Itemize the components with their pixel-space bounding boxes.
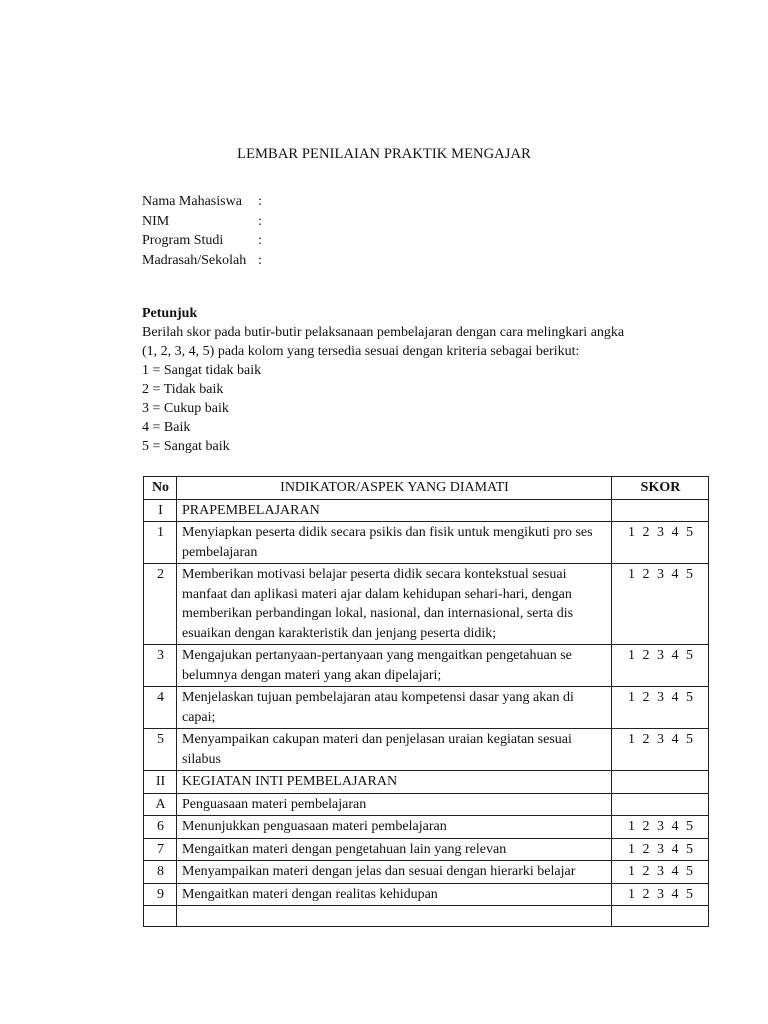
score-options[interactable]: 1 2 3 4 5 bbox=[612, 816, 709, 839]
row-indicator: Mengaitkan materi dengan realitas kehidupan bbox=[177, 883, 612, 906]
instructions-block bbox=[142, 304, 722, 456]
row-indicator: Mengaitkan materi dengan pengetahuan lain yang relevan bbox=[177, 838, 612, 861]
identity-label: NIM bbox=[142, 213, 170, 229]
table-row bbox=[144, 645, 709, 687]
table-row bbox=[144, 816, 709, 839]
table-row bbox=[144, 861, 709, 884]
identity-row-program bbox=[142, 231, 262, 251]
subsection-letter: A bbox=[144, 793, 177, 816]
subsection-title: Penguasaan materi pembelajaran bbox=[177, 793, 612, 816]
score-options[interactable]: 1 2 3 4 5 bbox=[612, 838, 709, 861]
criteria-item: 5 = Sangat baik bbox=[142, 439, 230, 454]
score-cell-empty bbox=[612, 771, 709, 794]
section-number: II bbox=[144, 771, 177, 794]
identity-row-nim bbox=[142, 212, 262, 232]
score-options[interactable]: 1 2 3 4 5 bbox=[612, 861, 709, 884]
row-number: 5 bbox=[144, 729, 177, 771]
row-indicator: Mengajukan pertanyaan-pertanyaan yang mengaitkan pengetahuan se belumnya dengan materi yang akan dipelajari; bbox=[177, 645, 612, 687]
instructions-line: (1, 2, 3, 4, 5) pada kolom yang tersedia sesuai dengan kriteria sebagai berikut: bbox=[142, 344, 580, 359]
identity-label: Program Studi bbox=[142, 233, 224, 248]
identity-row-school bbox=[142, 251, 262, 271]
score-options[interactable]: 1 2 3 4 5 bbox=[612, 729, 709, 771]
table-row bbox=[144, 883, 709, 906]
table-row bbox=[144, 522, 709, 564]
table-row bbox=[144, 687, 709, 729]
identity-label: Madrasah/Sekolah bbox=[142, 252, 247, 268]
instructions-heading: Petunjuk bbox=[142, 306, 198, 321]
empty-cell bbox=[144, 906, 177, 927]
instructions-line: Berilah skor pada butir-butir pelaksanaan pembelajaran dengan cara melingkari angka bbox=[142, 325, 625, 340]
row-number: 7 bbox=[144, 838, 177, 861]
identity-colon: : bbox=[258, 233, 262, 248]
empty-row bbox=[144, 906, 709, 927]
table-header-row bbox=[144, 477, 709, 500]
section-title: KEGIATAN INTI PEMBELAJARAN bbox=[177, 771, 612, 794]
score-options[interactable]: 1 2 3 4 5 bbox=[612, 883, 709, 906]
row-number: 4 bbox=[144, 687, 177, 729]
row-indicator: Menyampaikan materi dengan jelas dan sesuai dengan hierarki belajar bbox=[177, 861, 612, 884]
row-number: 2 bbox=[144, 564, 177, 645]
header-indicator: INDIKATOR/ASPEK YANG DIAMATI bbox=[177, 477, 612, 500]
table-row bbox=[144, 838, 709, 861]
row-indicator: Menunjukkan penguasaan materi pembelajaran bbox=[177, 816, 612, 839]
identity-row-name bbox=[142, 192, 262, 212]
row-number: 8 bbox=[144, 861, 177, 884]
score-cell-empty bbox=[612, 793, 709, 816]
section-row bbox=[144, 499, 709, 522]
identity-colon: : bbox=[258, 194, 262, 209]
assessment-table bbox=[143, 476, 709, 927]
score-options[interactable]: 1 2 3 4 5 bbox=[612, 564, 709, 645]
row-indicator: Menyampaikan cakupan materi dan penjelasan uraian kegiatan sesuai silabus bbox=[177, 729, 612, 771]
empty-cell bbox=[177, 906, 612, 927]
identity-colon: : bbox=[258, 252, 262, 268]
criteria-item: 3 = Cukup baik bbox=[142, 401, 229, 416]
subsection-row bbox=[144, 793, 709, 816]
row-indicator: Menjelaskan tujuan pembelajaran atau kompetensi dasar yang akan di capai; bbox=[177, 687, 612, 729]
section-number: I bbox=[144, 499, 177, 522]
identity-colon: : bbox=[258, 213, 262, 229]
document-title: LEMBAR PENILAIAN PRAKTIK MENGAJAR bbox=[237, 146, 531, 162]
score-options[interactable]: 1 2 3 4 5 bbox=[612, 522, 709, 564]
identity-label: Nama Mahasiswa bbox=[142, 194, 242, 209]
row-number: 6 bbox=[144, 816, 177, 839]
header-no: No bbox=[144, 477, 177, 500]
table-row bbox=[144, 729, 709, 771]
score-options[interactable]: 1 2 3 4 5 bbox=[612, 687, 709, 729]
row-indicator: Menyiapkan peserta didik secara psikis dan fisik untuk mengikuti pro ses pembelajaran bbox=[177, 522, 612, 564]
score-options[interactable]: 1 2 3 4 5 bbox=[612, 645, 709, 687]
section-title: PRAPEMBELAJARAN bbox=[177, 499, 612, 522]
criteria-item: 2 = Tidak baik bbox=[142, 382, 224, 397]
row-indicator: Memberikan motivasi belajar peserta didik secara kontekstual sesuai manfaat dan aplikasi materi ajar dalam kehidupan sehari-hari, dengan memberikan perbandingan lokal, nasional, dan internasional, serta dis esuaikan dengan karakteristik dan jenjang peserta didik; bbox=[177, 564, 612, 645]
row-number: 1 bbox=[144, 522, 177, 564]
row-number: 3 bbox=[144, 645, 177, 687]
table-row bbox=[144, 564, 709, 645]
row-number: 9 bbox=[144, 883, 177, 906]
section-row bbox=[144, 771, 709, 794]
empty-cell bbox=[612, 906, 709, 927]
header-score: SKOR bbox=[612, 477, 709, 500]
criteria-item: 1 = Sangat tidak baik bbox=[142, 363, 262, 378]
criteria-item: 4 = Baik bbox=[142, 420, 191, 435]
identity-fields bbox=[142, 192, 262, 270]
score-cell-empty bbox=[612, 499, 709, 522]
